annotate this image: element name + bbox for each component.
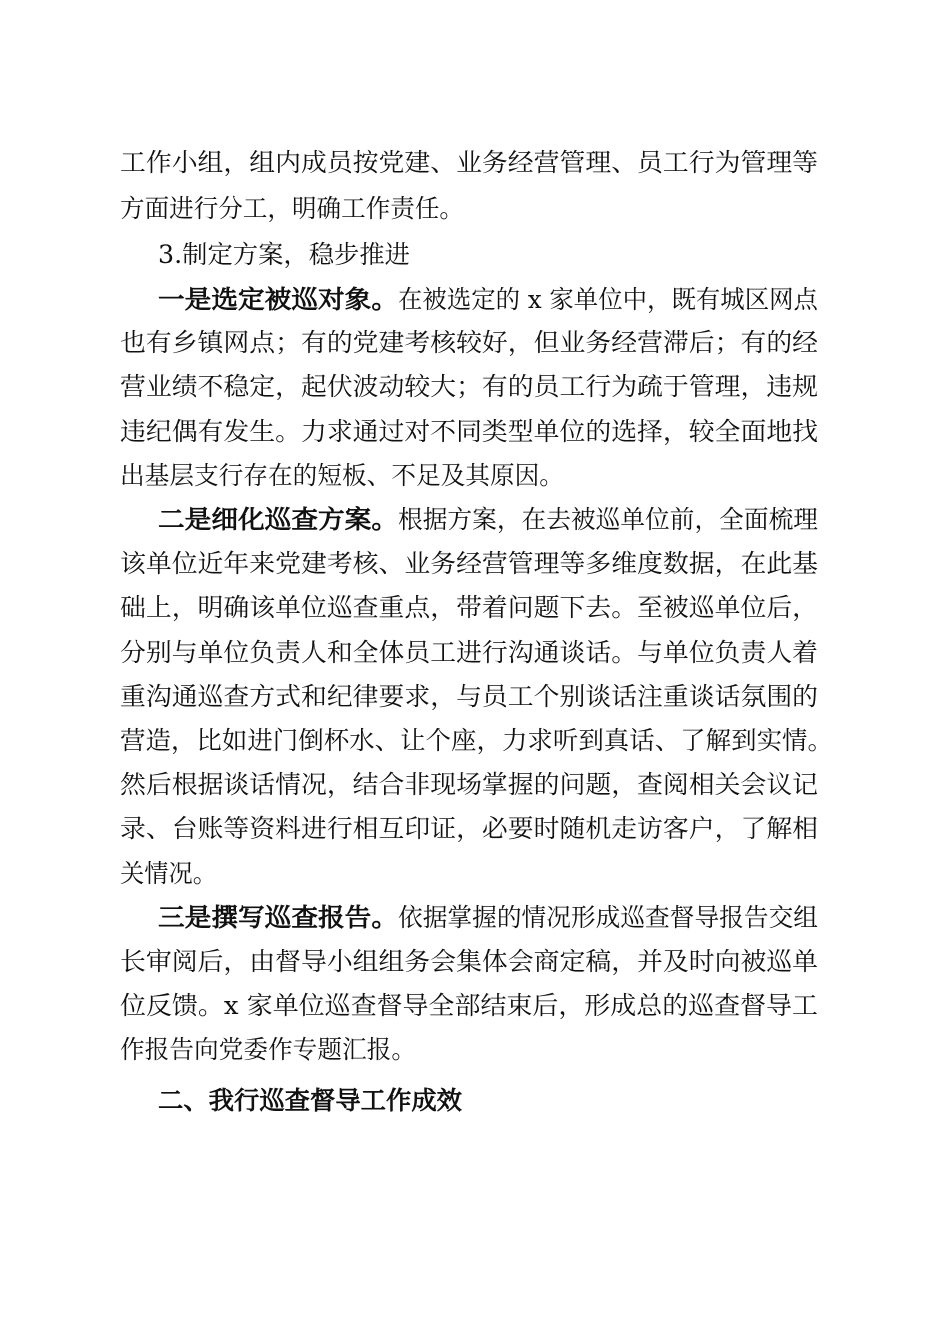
body-line xyxy=(0,939,950,985)
text-run: 作报告向党委作专题汇报。 xyxy=(120,1035,416,1064)
text-run: 营造，比如进门倒杯水、让个座，力求听到真话、了解到实情。 xyxy=(120,726,833,755)
text-run: 分别与单位负责人和全体员工进行沟通谈话。与单位负责人着 xyxy=(120,638,819,667)
body-line xyxy=(0,762,950,808)
body-line xyxy=(0,320,950,366)
section-heading xyxy=(0,1078,950,1124)
body-line xyxy=(0,453,950,499)
body-line xyxy=(0,851,950,897)
text-run: 关情况。 xyxy=(120,859,217,888)
text-run: 违纪偶有发生。力求通过对不同类型单位的选择，较全面地找 xyxy=(120,417,819,446)
body-line xyxy=(0,895,950,941)
body-line xyxy=(0,585,950,631)
body-line xyxy=(0,409,950,455)
body-line xyxy=(0,364,950,410)
text-run: 位反馈。x 家单位巡查督导全部结束后，形成总的巡查督导工 xyxy=(120,991,819,1020)
lead-phrase: 一是选定被巡对象。 xyxy=(158,285,399,314)
text-run: 工作小组，组内成员按党建、业务经营管理、员工行为管理等 xyxy=(120,148,819,177)
body-line xyxy=(0,186,950,232)
text-run: 方面进行分工，明确工作责任。 xyxy=(120,194,464,223)
text-run: 依据掌握的情况形成巡查督导报告交组 xyxy=(398,903,819,932)
body-line xyxy=(0,806,950,852)
text-run: 出基层支行存在的短板、不足及其原因。 xyxy=(120,461,564,490)
body-line xyxy=(0,630,950,676)
lead-phrase: 三是撰写巡查报告。 xyxy=(158,903,399,932)
text-run: 也有乡镇网点；有的党建考核较好，但业务经营滞后；有的经 xyxy=(120,328,819,357)
text-run: 在被选定的 x 家单位中，既有城区网点 xyxy=(398,285,818,314)
body-line xyxy=(0,277,950,323)
text-run: 础上，明确该单位巡查重点，带着问题下去。至被巡单位后， xyxy=(120,593,819,622)
body-line xyxy=(0,983,950,1029)
text-run: 该单位近年来党建考核、业务经营管理等多维度数据，在此基 xyxy=(120,549,819,578)
lead-phrase: 二是细化巡查方案。 xyxy=(158,505,399,534)
text-run: 长审阅后，由督导小组组务会集体会商定稿，并及时向被巡单 xyxy=(120,947,819,976)
text-run: 然后根据谈话情况，结合非现场掌握的问题，查阅相关会议记 xyxy=(120,770,819,799)
heading-text: 二、我行巡查督导工作成效 xyxy=(158,1086,463,1115)
text-run: 重沟通巡查方式和纪律要求，与员工个别谈话注重谈话氛围的 xyxy=(120,682,819,711)
text-run: 录、台账等资料进行相互印证，必要时随机走访客户，了解相 xyxy=(120,814,819,843)
text-run: 营业绩不稳定，起伏波动较大；有的员工行为疏于管理，违规 xyxy=(120,372,819,401)
subheading-line xyxy=(0,232,950,278)
text-run: 3.制定方案，稳步推进 xyxy=(158,240,410,269)
body-line xyxy=(0,718,950,764)
text-run: 根据方案，在去被巡单位前，全面梳理 xyxy=(398,505,819,534)
body-line xyxy=(0,140,950,186)
body-line xyxy=(0,1027,950,1073)
body-line xyxy=(0,497,950,543)
body-line xyxy=(0,674,950,720)
body-line xyxy=(0,541,950,587)
